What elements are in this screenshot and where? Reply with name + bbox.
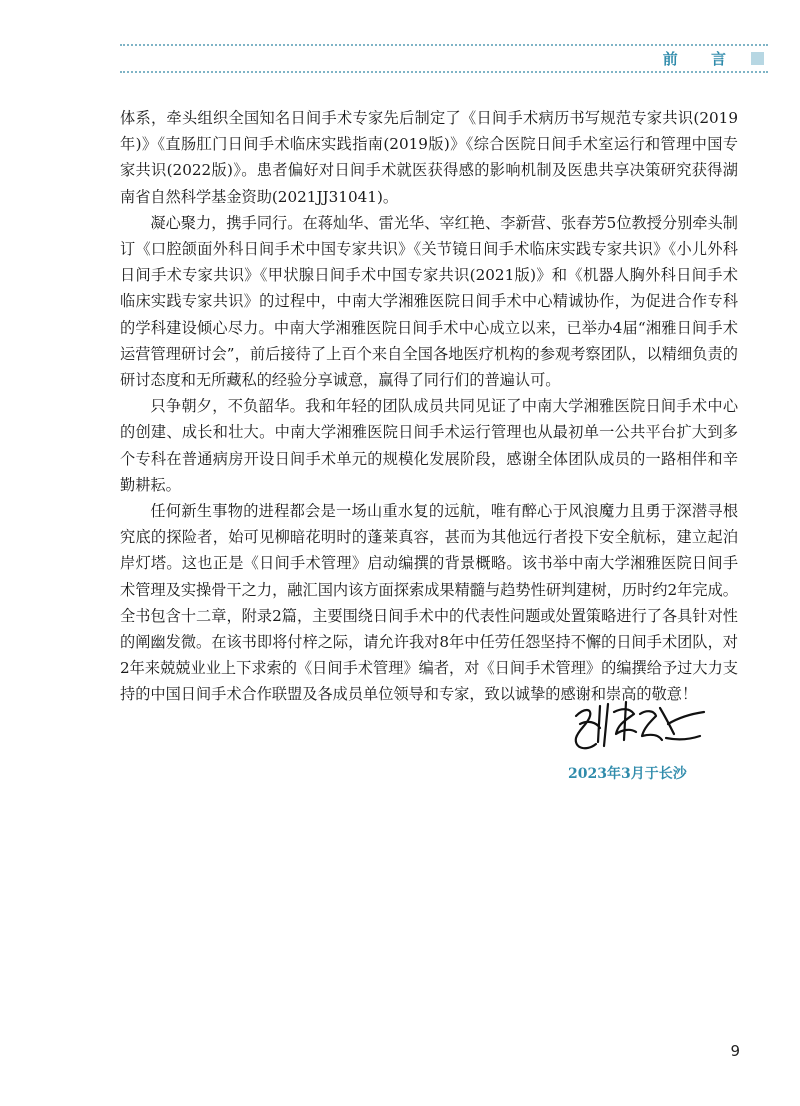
page-number: 9 (730, 1042, 740, 1060)
running-header-title: 前 言 (662, 50, 740, 68)
paragraph-continued: 体系，牵头组织全国知名日间手术专家先后制定了《日间手术病历书写规范专家共识(2019年)》《直肠肛门日间手术临床实践指南(2019版)》《综合医院日间手术室运行和管理中国专家共识(2022版)》。患者偏好对日间手术就医获得感的影响机制及医患共享决策研究获得湖南省自然科学基金资助(2021JJ31041)。 (120, 109, 738, 206)
signoff-date-place: 2023年3月于长沙 (568, 766, 687, 782)
header-square-mark (751, 52, 764, 65)
preface-body (120, 105, 738, 708)
header-top-dotted-rule (120, 44, 768, 46)
paragraph: 只争朝夕，不负韶华。我和年轻的团队成员共同见证了中南大学湘雅医院日间手术中心的创建、成长和壮大。中南大学湘雅医院日间手术运行管理也从最初单一公共平台扩大到多个专科在普通病房开设日间手术单元的规模化发展阶段，感谢全体团队成员的一路相伴和辛勤耕耘。 (120, 397, 738, 494)
handwritten-signature (570, 694, 710, 764)
paragraph: 凝心聚力，携手同行。在蒋灿华、雷光华、宰红艳、李新营、张春芳5位教授分别牵头制订《口腔颌面外科日间手术中国专家共识》《关节镜日间手术临床实践专家共识》《小儿外科日间手术专家共识》《甲状腺日间手术中国专家共识(2021版)》和《机器人胸外科日间手术临床实践专家共识》的过程中，中南大学湘雅医院日间手术中心精诚协作，为促进合作专科的学科建设倾心尽力。中南大学湘雅医院日间手术中心成立以来，已举办4届“湘雅日间手术运营管理研讨会”，前后接待了上百个来自全国各地医疗机构的参观考察团队，以精细负责的研讨态度和无所藏私的经验分享诚意，赢得了同行们的普遍认可。 (120, 213, 738, 390)
paragraph: 任何新生事物的进程都会是一场山重水复的远航，唯有醉心于风浪魔力且勇于深潜寻根究底的探险者，始可见柳暗花明时的蓬莱真容，甚而为其他远行者投下安全航标，建立起泊岸灯塔。这也正是《日间手术管理》启动编撰的背景概略。该书举中南大学湘雅医院日间手术管理及实操骨干之力，融汇国内该方面探索成果精髓与趋势性研判建树，历时约2年完成。全书包含十二章，附录2篇，主要围绕日间手术中的代表性问题或处置策略进行了各具针对性的阐幽发微。在该书即将付梓之际，请允许我对8年中任劳任怨坚持不懈的日间手术团队，对2年来兢兢业业上下求索的《日间手术管理》编者，对《日间手术管理》的编撰给予过大力支持的中国日间手术合作联盟及各成员单位领导和专家，致以诚挚的感谢和崇高的敬意！ (120, 502, 738, 704)
header-bottom-dotted-rule (120, 71, 768, 73)
